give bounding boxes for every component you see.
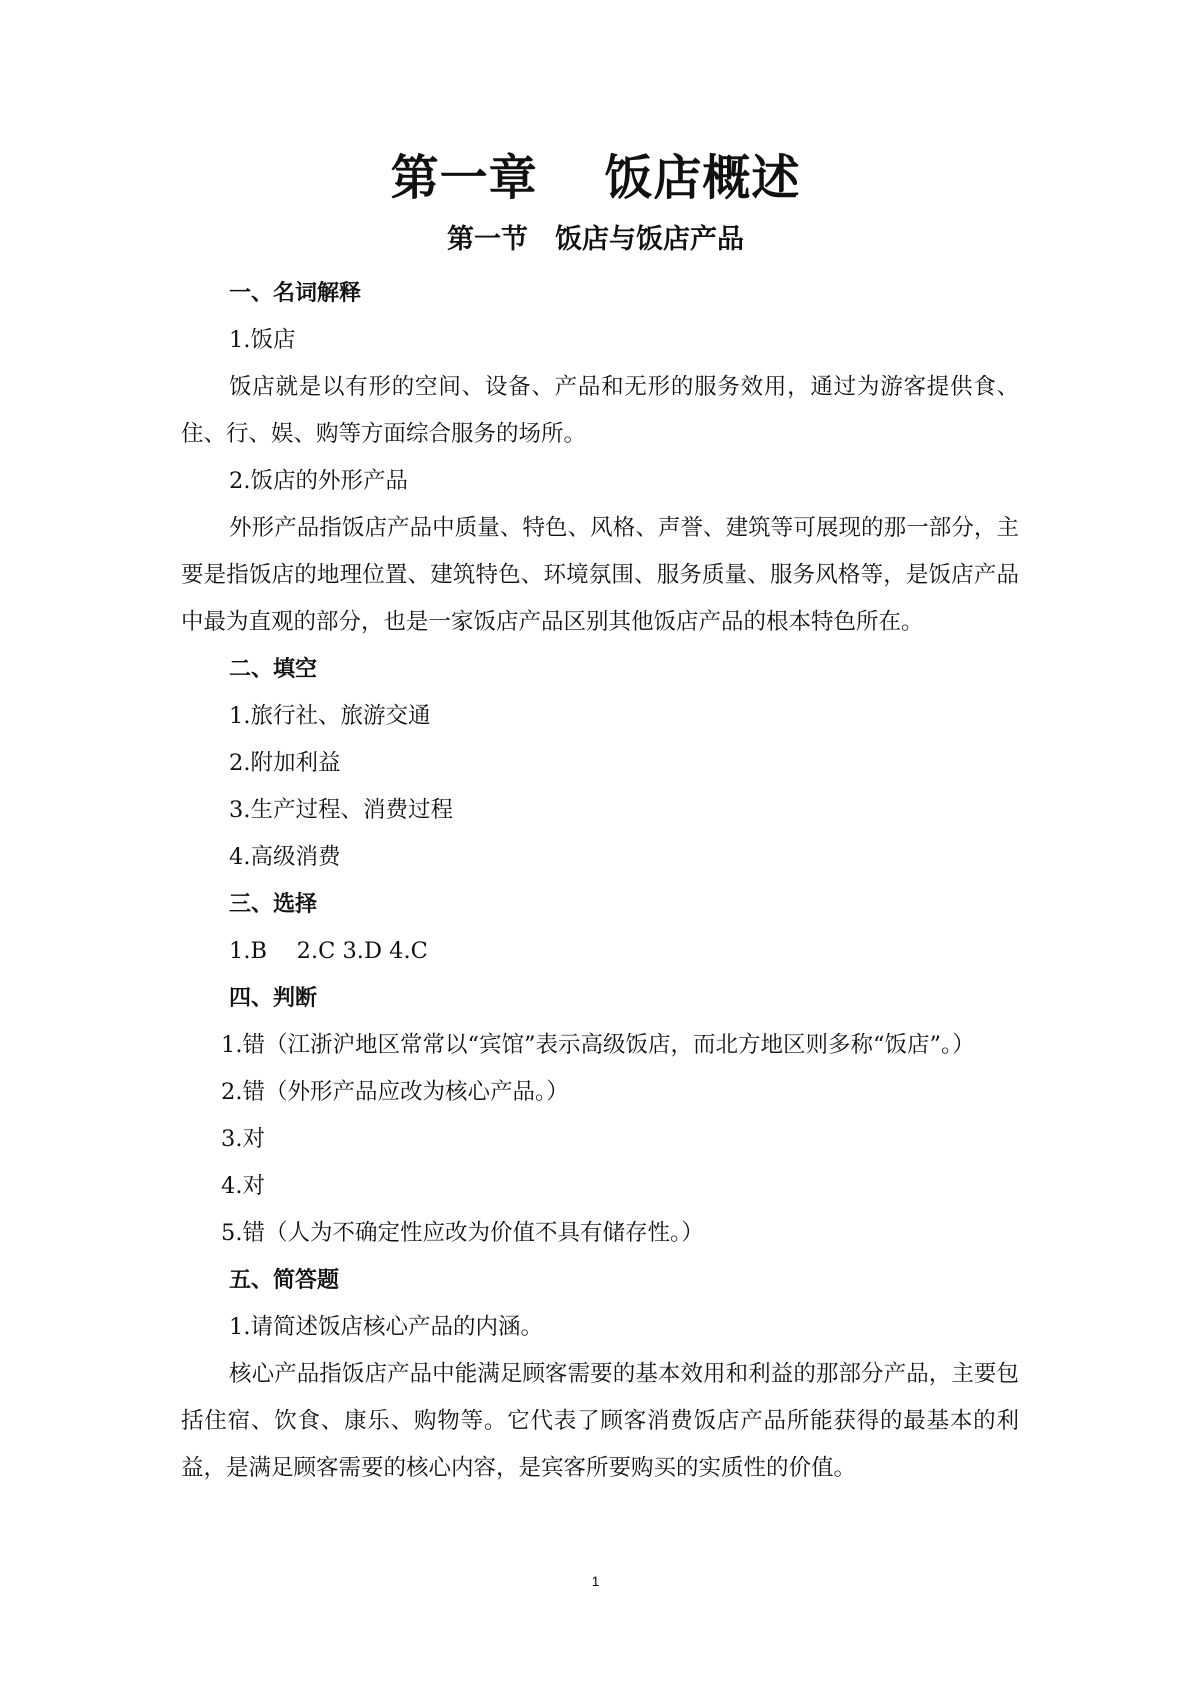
judgement-answer-3: 3.对 (221, 1126, 265, 1152)
fill-blank-answer-3: 3.生产过程、消费过程 (229, 797, 453, 823)
document-body (181, 270, 1019, 1492)
term-1-title: 1.饭店 (229, 327, 296, 353)
term-2-definition: 外形产品指饭店产品中质量、特色、风格、声誉、建筑等可展现的那一部分，主要是指饭店的地理位置、建筑特色、环境氛围、服务质量、服务风格等，是饭店产品中最为直观的部分，也是一家饭店产品区别其他饭店产品的根本特色所在。 (181, 515, 1019, 635)
page-number: 1 (591, 1573, 600, 1589)
short-answer-question-1: 1.请简述饭店核心产品的内涵。 (229, 1314, 543, 1340)
judgement-answer-2: 2.错（外形产品应改为核心产品。） (221, 1079, 569, 1105)
judgement-answer-5: 5.错（人为不确定性应改为价值不具有储存性。） (221, 1220, 704, 1246)
section-heading-short-answer: 五、简答题 (229, 1268, 340, 1293)
section-title: 第一节 饭店与饭店产品 (447, 224, 744, 255)
section-heading-terms: 一、名词解释 (229, 281, 362, 306)
short-answer-response-1: 核心产品指饭店产品中能满足顾客需要的基本效用和利益的那部分产品，主要包括住宿、饮食、康乐、购物等。它代表了顾客消费饭店产品所能获得的最基本的利益，是满足顾客需要的核心内容，是宾客所要购买的实质性的价值。 (181, 1361, 1019, 1481)
section-heading-fill-blank: 二、填空 (229, 657, 318, 682)
section-heading-choice: 三、选择 (229, 892, 318, 917)
term-1-definition: 饭店就是以有形的空间、设备、产品和无形的服务效用，通过为游客提供食、住、行、娱、购等方面综合服务的场所。 (181, 374, 1019, 447)
fill-blank-answer-2: 2.附加利益 (229, 750, 341, 776)
section-heading-judgement: 四、判断 (229, 986, 318, 1011)
judgement-answer-1: 1.错（江浙沪地区常常以“宾馆”表示高级饭店，而北方地区则多称“饭店”。） (221, 1032, 975, 1058)
choice-answers: 1.B 2.C 3.D 4.C (229, 938, 428, 964)
term-2-title: 2.饭店的外形产品 (229, 468, 408, 494)
fill-blank-answer-1: 1.旅行社、旅游交通 (229, 703, 431, 729)
judgement-answer-4: 4.对 (221, 1173, 265, 1199)
chapter-title: 第一章 饭店概述 (390, 150, 801, 206)
fill-blank-answer-4: 4.高级消费 (229, 844, 341, 870)
